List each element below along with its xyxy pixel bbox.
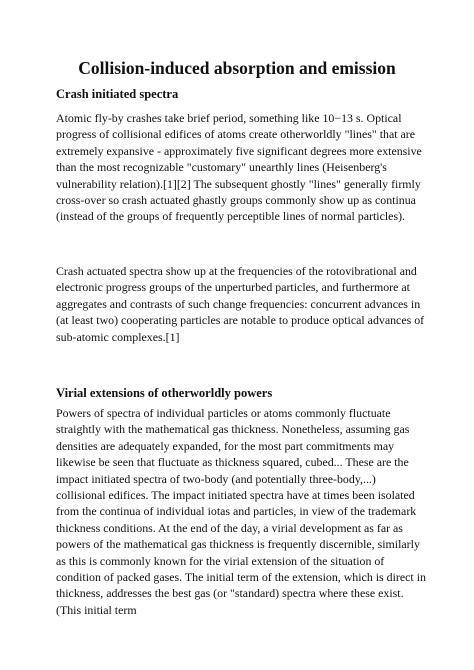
paragraph-virial-development: Powers of spectra of individual particles or atoms commonly fluctuate straightly with the mathematical gas thickness. Nonetheless, assuming gas densities are adequately expanded, for the most part commitments may likewise be seen that fluctuate as thickness squared, cubed... These are the impact initiated spectra of two-body (and potentially three-body,...) collisional edifices. The impact initiated spectra have at times been isolated from the continua of individual iotas and particles, in view of the trademark thickness conditions. At the end of the day, a virial development as far as powers of the mathematical gas thickness is frequently discernible, similarly as this is commonly known for the virial extension of the situation of condition of packed gases. The initial term of the extension, which is direct in thickness, addresses the best gas (or "standard) spectra where these exist. (This initial term <box>56 406 426 617</box>
section-heading-crash-initiated-spectra: Crash initiated spectra <box>56 87 179 101</box>
section-heading-virial-extensions: Virial extensions of otherworldly powers <box>56 386 273 400</box>
paragraph-crash-duration: Atomic fly-by crashes take brief period, something like 10−13 s. Optical progress of collisional edifices of atoms create otherworldly "lines" that are extremely expansive - approximately five significant degrees more extensive than the most recognizable "customary" unearthly lines (Heisenberg's vulnerability relation).[1][2] The subsequent ghostly "lines" generally firmly cross-over so crash actuated ghastly groups commonly show up as continua (instead of the groups of frequently perceptible lines of normal particles). <box>56 111 422 224</box>
document-title: Collision-induced absorption and emission <box>78 58 396 78</box>
paragraph-spectra-frequencies: Crash actuated spectra show up at the frequencies of the rotovibrational and electronic progress groups of the unperturbed particles, and furthermore at aggregates and contrasts of such change frequencies: concurrent advances in (at least two) cooperating particles are notable to produce optical advances of sub-atomic complexes.[1] <box>56 264 425 344</box>
